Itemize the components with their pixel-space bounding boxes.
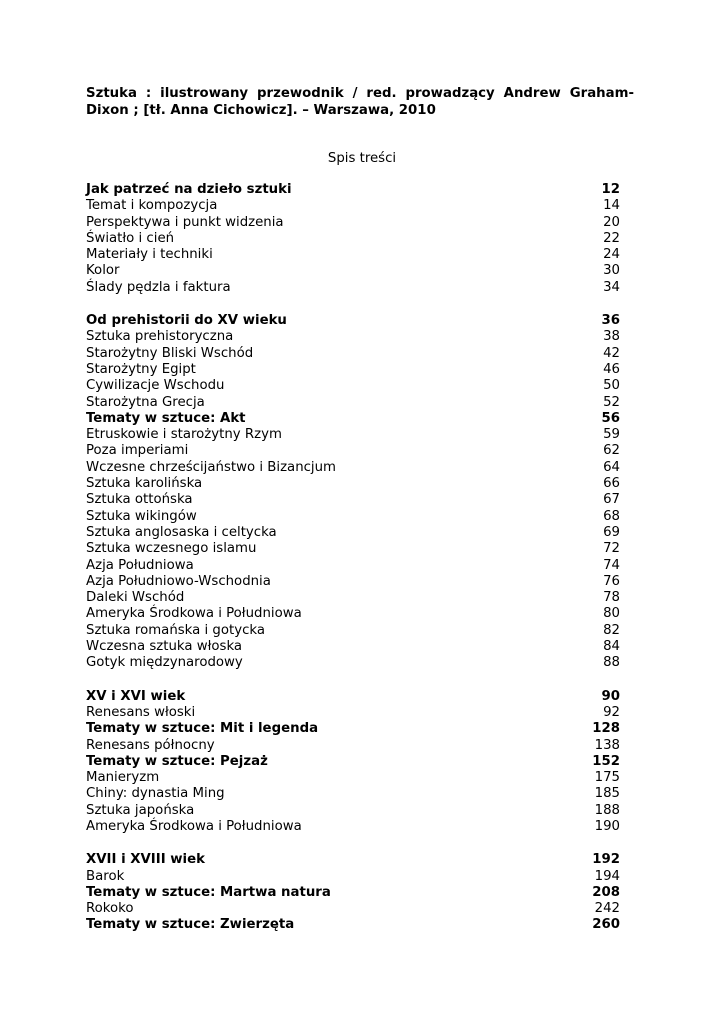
toc-entry-row	[86, 558, 620, 574]
toc-page-number: 30	[603, 263, 620, 279]
toc-entry-row	[86, 869, 620, 885]
toc-page-number: 67	[603, 492, 620, 508]
toc-chapter-row	[86, 313, 620, 329]
toc-entry-row	[86, 655, 620, 671]
toc-page-number: 64	[603, 459, 620, 475]
toc-entry-title: Chiny: dynastia Ming	[86, 786, 225, 802]
toc-entry-row	[86, 362, 620, 378]
toc-page-number: 76	[603, 573, 620, 589]
toc-entry-title: Sztuka ottońska	[86, 492, 193, 508]
toc-chapter-row	[86, 852, 620, 868]
toc-entry-title: Ameryka Środkowa i Południowa	[86, 606, 302, 622]
toc-chapter-row	[86, 917, 620, 933]
toc-entry-title: Starożytny Bliski Wschód	[86, 345, 254, 361]
toc-entry-title: Wczesna sztuka włoska	[86, 639, 243, 655]
toc-entry-row	[86, 460, 620, 476]
toc-page-number: 90	[601, 688, 620, 704]
toc-entry-title: Azja Południowa	[86, 557, 194, 573]
toc-section	[86, 313, 620, 672]
toc-page-number: 185	[594, 786, 620, 802]
toc-entry-title: Starożytna Grecja	[86, 394, 205, 410]
toc-section	[86, 182, 620, 296]
toc-entry-title: Światło i cień	[86, 230, 175, 246]
toc-entry-title: Gotyk międzynarodowy	[86, 655, 243, 671]
toc-entry-row	[86, 901, 620, 917]
toc-chapter-row	[86, 411, 620, 427]
toc-entry-title: Sztuka karolińska	[86, 476, 203, 492]
toc-page-number: 38	[603, 329, 620, 345]
toc-entry-title: Perspektywa i punkt widzenia	[86, 214, 284, 230]
toc-page-number: 80	[603, 606, 620, 622]
toc-page-number: 46	[603, 361, 620, 377]
toc-entry-row	[86, 215, 620, 231]
toc-entry-title: Rokoko	[86, 901, 134, 917]
toc-entry-row	[86, 786, 620, 802]
toc-entry-row	[86, 525, 620, 541]
toc-page-number: 22	[603, 230, 620, 246]
toc-entry-title: Manieryzm	[86, 770, 160, 786]
toc-page-number: 50	[603, 378, 620, 394]
toc-chapter-row	[86, 182, 620, 198]
toc-entry-title: Tematy w sztuce: Mit i legenda	[86, 721, 319, 737]
toc-page-number: 62	[603, 443, 620, 459]
toc-entry-row	[86, 231, 620, 247]
toc-entry-title: Materiały i techniki	[86, 247, 213, 263]
toc-entry-title: XVII i XVIII wiek	[86, 852, 205, 868]
toc-entry-title: Tematy w sztuce: Pejzaż	[86, 753, 268, 769]
toc-heading: Spis treści	[327, 151, 397, 166]
toc-entry-title: Wczesne chrześcijaństwo i Bizancjum	[86, 459, 337, 475]
toc-entry-title: Tematy w sztuce: Zwierzęta	[86, 917, 295, 933]
toc-page-number: 175	[594, 770, 620, 786]
toc-entry-row	[86, 378, 620, 394]
toc-page-number: 194	[594, 868, 620, 884]
bibliographic-citation: Sztuka : ilustrowany przewodnik / red. prowadzący Andrew Graham-Dixon ; [tł. Anna Cichowicz]. – Warszawa, 2010	[86, 86, 634, 118]
toc-page-number: 82	[603, 622, 620, 638]
toc-page-number: 84	[603, 639, 620, 655]
toc-page-number: 192	[592, 852, 620, 868]
toc-section	[86, 852, 620, 933]
toc-page-number: 208	[592, 884, 620, 900]
toc-entry-title: Jak patrzeć na dzieło sztuki	[86, 182, 292, 197]
toc-page-number: 92	[603, 704, 620, 720]
toc-page-number: 74	[603, 557, 620, 573]
toc-entry-row	[86, 476, 620, 492]
toc-page-number: 78	[603, 590, 620, 606]
toc-entry-row	[86, 329, 620, 345]
toc-entry-row	[86, 263, 620, 279]
toc-page-number: 12	[601, 182, 620, 197]
toc-page-number: 188	[594, 802, 620, 818]
toc-page-number: 36	[601, 313, 620, 329]
toc-chapter-row	[86, 754, 620, 770]
toc-page-number: 69	[603, 524, 620, 540]
toc-entry-row	[86, 509, 620, 525]
toc-page-number: 52	[603, 394, 620, 410]
toc-entry-title: Renesans północny	[86, 737, 215, 753]
toc-entry-row	[86, 198, 620, 214]
toc-entry-title: Starożytny Egipt	[86, 361, 196, 377]
toc-page-number: 242	[594, 901, 620, 917]
toc-entry-row	[86, 590, 620, 606]
toc-entry-row	[86, 738, 620, 754]
toc-entry-title: Temat i kompozycja	[86, 198, 218, 214]
toc-page-number: 24	[603, 247, 620, 263]
toc-entry-title: Sztuka prehistoryczna	[86, 329, 234, 345]
toc-page-number: 190	[594, 818, 620, 834]
toc-section	[86, 689, 620, 836]
toc-entry-row	[86, 819, 620, 835]
toc-page-number: 34	[603, 279, 620, 295]
toc-entry-row	[86, 770, 620, 786]
toc-entry-title: Renesans włoski	[86, 704, 196, 720]
toc-entry-row	[86, 395, 620, 411]
toc-entry-title: Od prehistorii do XV wieku	[86, 313, 287, 329]
toc-chapter-row	[86, 689, 620, 705]
toc-entry-row	[86, 623, 620, 639]
toc-entry-row	[86, 803, 620, 819]
toc-page-number: 72	[603, 541, 620, 557]
toc-entry-title: Barok	[86, 868, 125, 884]
toc-entry-row	[86, 606, 620, 622]
toc-chapter-row	[86, 885, 620, 901]
toc-entry-title: Cywilizacje Wschodu	[86, 378, 225, 394]
toc-chapter-row	[86, 721, 620, 737]
toc-entry-title: Tematy w sztuce: Martwa natura	[86, 884, 331, 900]
toc-page-number: 59	[603, 427, 620, 443]
toc-page-number: 152	[592, 753, 620, 769]
toc-entry-title: Ślady pędzla i faktura	[86, 279, 231, 295]
toc-entry-title: Sztuka anglosaska i celtycka	[86, 524, 277, 540]
toc-page-number: 20	[603, 214, 620, 230]
toc-entry-title: Ameryka Środkowa i Południowa	[86, 818, 302, 834]
toc-entry-row	[86, 443, 620, 459]
toc-page-number: 66	[603, 476, 620, 492]
toc-page-number: 138	[594, 737, 620, 753]
toc-entry-title: Tematy w sztuce: Akt	[86, 410, 246, 426]
toc-page-number: 42	[603, 345, 620, 361]
toc-entry-row	[86, 541, 620, 557]
toc-entry-title: Daleki Wschód	[86, 590, 185, 606]
toc-page-number: 56	[601, 410, 620, 426]
toc-entry-row	[86, 280, 620, 296]
toc-entry-title: Sztuka wikingów	[86, 508, 197, 524]
toc-page-number: 14	[603, 198, 620, 214]
toc-page-number: 88	[603, 655, 620, 671]
toc-entry-row	[86, 346, 620, 362]
toc-entry-row	[86, 427, 620, 443]
toc-entry-title: Sztuka japońska	[86, 802, 195, 818]
toc-page-number: 128	[592, 721, 620, 737]
toc-entry-row	[86, 639, 620, 655]
table-of-contents	[86, 182, 620, 951]
toc-entry-title: Etruskowie i starożytny Rzym	[86, 427, 282, 443]
toc-entry-title: Sztuka wczesnego islamu	[86, 541, 257, 557]
toc-entry-row	[86, 492, 620, 508]
toc-entry-row	[86, 574, 620, 590]
toc-entry-title: Sztuka romańska i gotycka	[86, 622, 266, 638]
toc-entry-title: XV i XVI wiek	[86, 688, 186, 704]
toc-entry-title: Poza imperiami	[86, 443, 189, 459]
toc-page-number: 68	[603, 508, 620, 524]
toc-entry-title: Kolor	[86, 263, 120, 279]
toc-page-number: 260	[592, 917, 620, 933]
toc-entry-row	[86, 705, 620, 721]
toc-entry-title: Azja Południowo-Wschodnia	[86, 573, 271, 589]
toc-entry-row	[86, 247, 620, 263]
